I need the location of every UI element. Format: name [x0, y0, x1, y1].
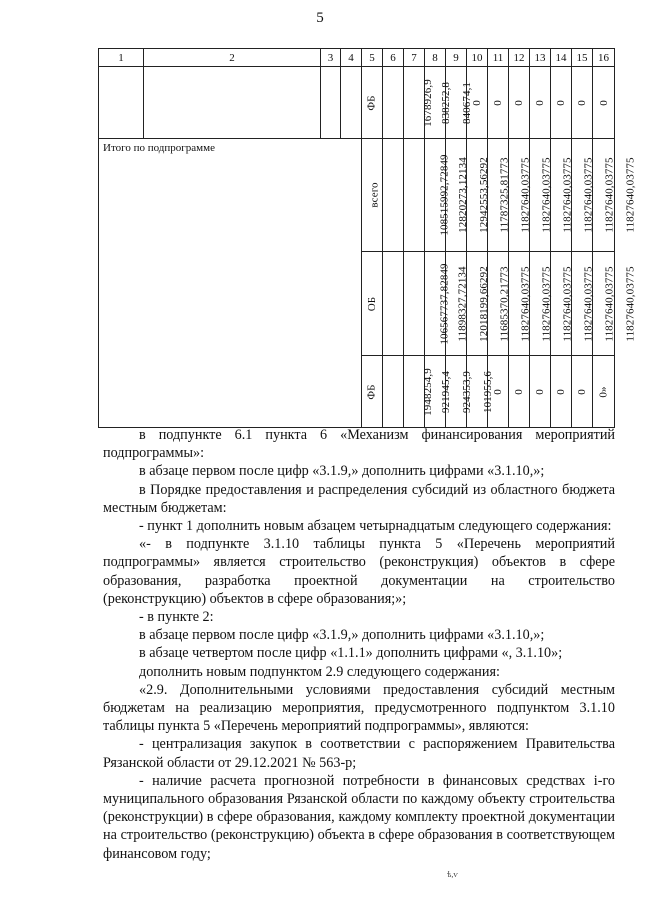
value-cell: 0 — [491, 388, 504, 395]
value-cell: 12942553,56292 — [477, 157, 490, 233]
value-cell: 0 — [491, 99, 504, 106]
header-cell: 1 — [99, 49, 144, 67]
paragraph: в подпункте 6.1 пункта 6 «Механизм финансирования мероприятий подпрограммы»: — [103, 427, 615, 462]
value-cell: 11827640,03775 — [582, 265, 595, 342]
header-cell: 4 — [341, 49, 362, 67]
value-cell: 12820273,12134 — [456, 157, 469, 233]
header-cell: 14 — [551, 49, 572, 67]
amendment-text — [103, 426, 615, 863]
header-cell: 12 — [509, 49, 530, 67]
value-cell: 108515992,72849 — [438, 154, 451, 236]
paragraph: - наличие расчета прогнозной потребности в финансовых средствах i-го муниципального образования Рязанской области по каждому объекту строительства (реконструкции) в сфере образования, каждому комплекту проектной документации на строительство (реконструкцию) объекта в сфере образования в соответствующем финансовом году; — [103, 772, 615, 862]
type-label: ФБ — [366, 94, 378, 111]
value-cell: 0 — [554, 388, 567, 395]
value-cell: 1948254,9 — [421, 367, 434, 416]
value-cell: 0» — [597, 385, 610, 398]
value-cell: 11827640,03775 — [519, 265, 532, 342]
value-cell: 11827640,03775 — [540, 265, 553, 342]
table-header-row — [99, 49, 615, 67]
value-cell: 0 — [533, 99, 546, 106]
table-row-total-all — [99, 139, 615, 252]
value-cell: 921945,4 — [440, 370, 453, 413]
header-cell: 16 — [593, 49, 615, 67]
header-cell: 6 — [383, 49, 404, 67]
paragraph: дополнить новым подпунктом 2.9 следующего содержания: — [139, 663, 500, 680]
header-cell: 9 — [446, 49, 467, 67]
type-label: ФБ — [366, 383, 378, 400]
table-row-fb-partial — [99, 67, 615, 139]
value-cell: 11827640,03775 — [624, 157, 637, 233]
paragraph: - в пункте 2: — [139, 609, 214, 626]
value-cell: 1678926,9 — [421, 78, 434, 127]
value-cell: 0 — [512, 99, 525, 106]
scan-mark: ѣ,ѵ — [447, 870, 459, 879]
value-cell: 0 — [512, 388, 525, 395]
paragraph: в Порядке предоставления и распределения субсидий из областного бюджета местным бюджетам: — [103, 481, 615, 516]
total-label: Итого по подпрограмме — [99, 139, 362, 428]
value-cell: 11827640,03775 — [582, 157, 595, 233]
paragraph: в абзаце первом после цифр «3.1.9,» дополнить цифрами «3.1.10,»; — [139, 463, 545, 480]
value-cell: 11685370,21773 — [498, 265, 511, 342]
type-label: всего — [368, 182, 381, 208]
header-cell: 5 — [362, 49, 383, 67]
value-cell: 11827640,03775 — [540, 157, 553, 233]
page-number: 5 — [316, 10, 324, 26]
value-cell: 11827640,03775 — [519, 157, 532, 233]
value-cell: 0 — [554, 99, 567, 106]
value-cell: 11827640,03775 — [561, 265, 574, 342]
header-cell: 15 — [572, 49, 593, 67]
value-cell: 838252,8 — [440, 81, 453, 124]
type-label: ОБ — [366, 296, 378, 311]
header-cell: 3 — [321, 49, 341, 67]
value-cell: 924353,9 — [461, 370, 474, 413]
value-cell: 106567737,82849 — [438, 262, 451, 345]
value-cell: 11827640,03775 — [603, 157, 616, 233]
value-cell: 0 — [533, 388, 546, 395]
value-cell: 11827640,03775 — [561, 157, 574, 233]
value-cell: 11787325,81773 — [498, 157, 511, 233]
value-cell: 11898327,72134 — [456, 265, 469, 342]
paragraph: «2.9. Дополнительными условиями предоставления субсидий местным бюджетам на реализацию мероприятия, предусмотренного подпунктом 3.1.10 таблицы пункта 5 «Перечень мероприятий подпрограммы», являются: — [103, 681, 615, 735]
header-cell: 13 — [530, 49, 551, 67]
paragraph: «- в подпункте 3.1.10 таблицы пункта 5 «Перечень мероприятий подпрограммы» является строительство (реконструкция) объектов в сфере образования, разработка проектной документации на строительство (реконструкцию) объектов в сфере образования;»; — [103, 536, 615, 607]
value-cell: 840674,1 — [461, 81, 474, 124]
paragraph: - централизация закупок в соответствии с распоряжением Правительства Рязанской области от 29.12.2021 № 563-р; — [103, 736, 615, 771]
value-cell: 0 — [470, 99, 483, 106]
value-cell: 0 — [575, 388, 588, 395]
budget-table — [98, 48, 637, 428]
paragraph: в абзаце первом после цифр «3.1.9,» дополнить цифрами «3.1.10,»; — [139, 627, 545, 644]
value-cell: 11827640,03775 — [603, 265, 616, 342]
header-cell: 11 — [488, 49, 509, 67]
paragraph: в абзаце четвертом после цифр «1.1.1» дополнить цифрами «, 3.1.10»; — [139, 645, 563, 662]
header-cell: 7 — [404, 49, 425, 67]
paragraph: - пункт 1 дополнить новым абзацем четырнадцатым следующего содержания: — [139, 518, 612, 535]
value-cell: 12018199,66292 — [477, 265, 490, 342]
header-cell: 10 — [467, 49, 488, 67]
header-cell: 8 — [425, 49, 446, 67]
value-cell: 0 — [575, 99, 588, 106]
value-cell: 11827640,03775 — [624, 265, 637, 342]
value-cell: 0 — [597, 99, 610, 106]
header-cell: 2 — [144, 49, 321, 67]
value-cell: 101955,6 — [482, 370, 495, 413]
